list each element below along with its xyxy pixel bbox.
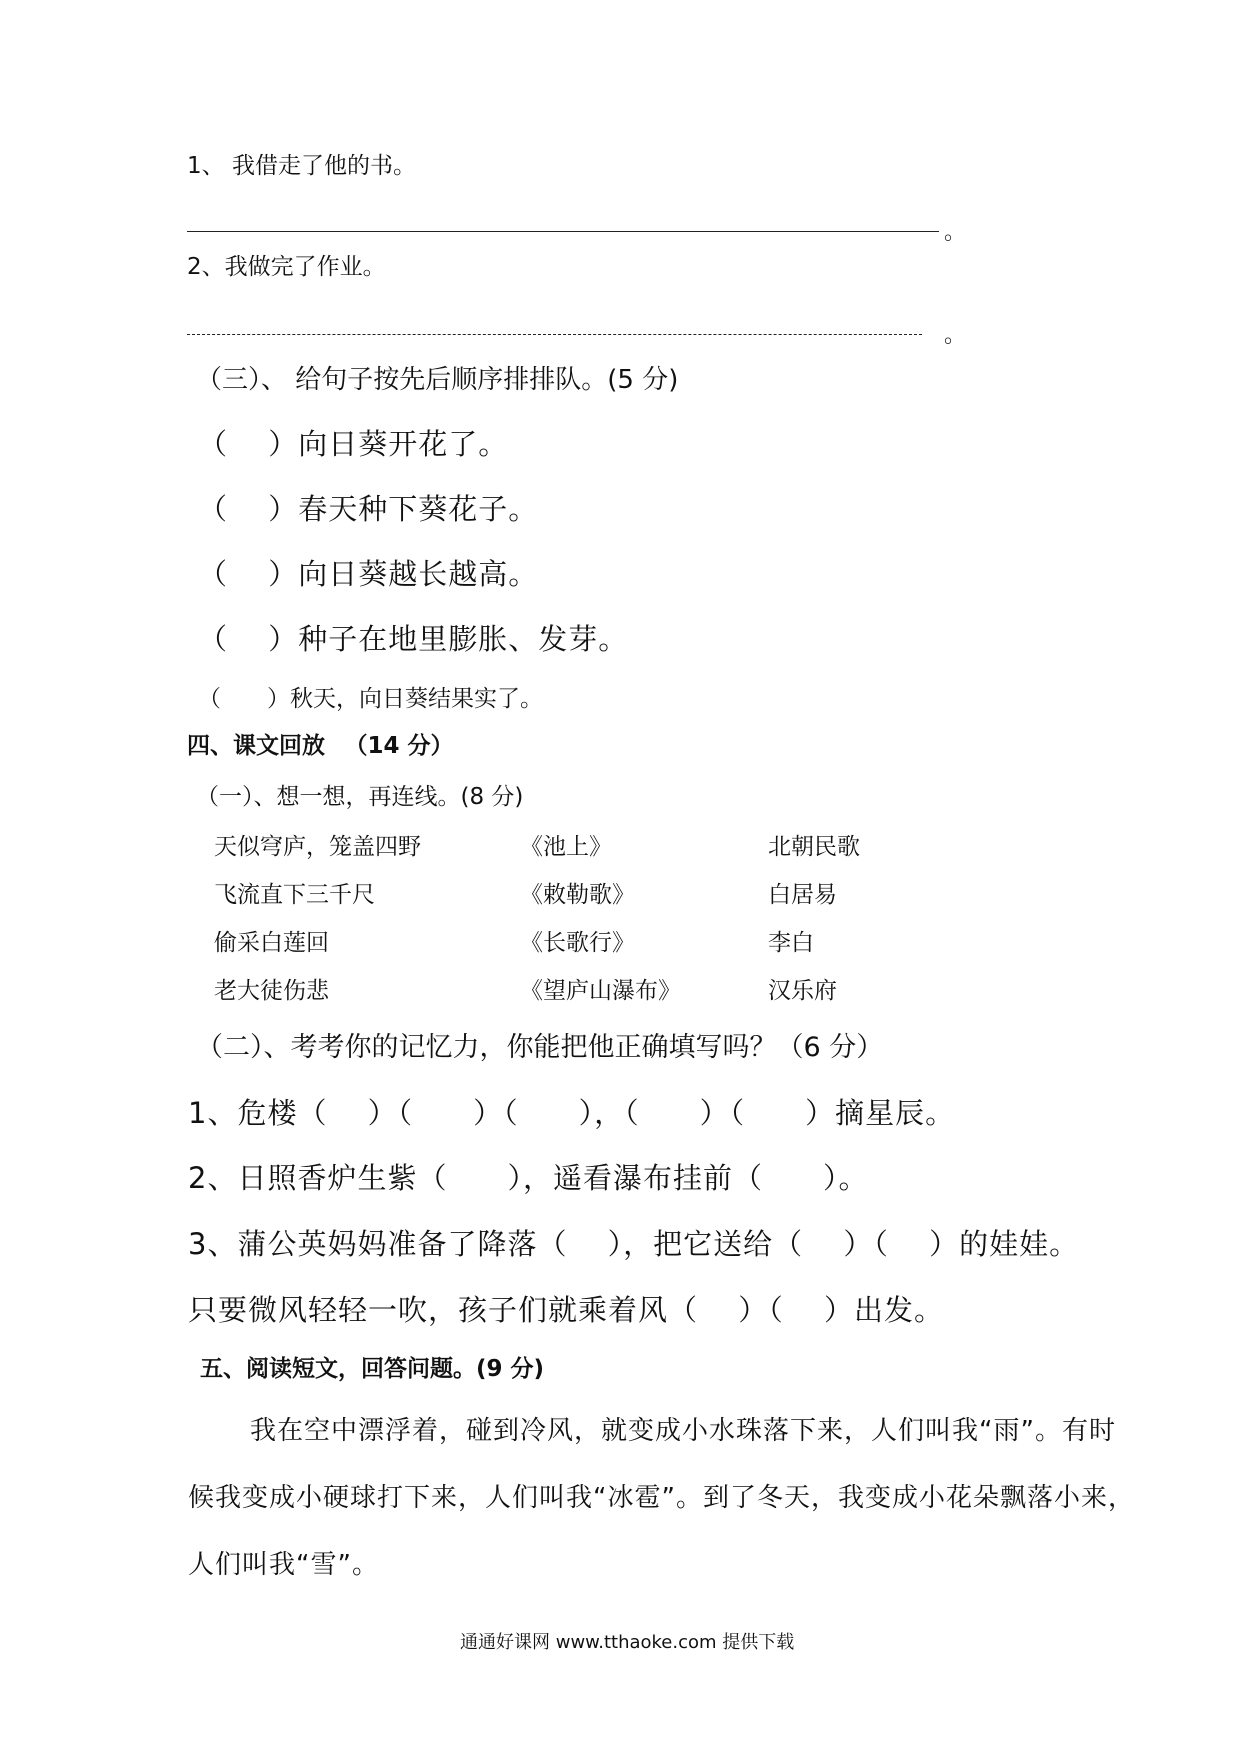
order-item-2: （ ）春天种下葵花子。 bbox=[198, 492, 539, 526]
match-author-4: 汉乐府 bbox=[768, 978, 837, 1004]
match-line-1: 天似穹庐，笼盖四野 bbox=[214, 834, 421, 860]
match-title-1: 《池上》 bbox=[520, 834, 612, 860]
question-1: 1、 我借走了他的书。 bbox=[187, 153, 416, 179]
answer-line-1[interactable] bbox=[187, 231, 939, 232]
match-author-1: 北朝民歌 bbox=[768, 834, 860, 860]
match-line-4: 老大徒伤悲 bbox=[214, 978, 329, 1004]
match-title-2: 《敕勒歌》 bbox=[520, 882, 635, 908]
fill-item-1: 1、危楼（ ）（ ）（ ），（ ）（ ）摘星辰。 bbox=[188, 1096, 956, 1130]
answer-line-2[interactable] bbox=[187, 334, 922, 335]
answer-line-1-period: 。 bbox=[944, 220, 967, 245]
fill-item-4: 只要微风轻轻一吹，孩子们就乘着风（ ）（ ）出发。 bbox=[188, 1293, 944, 1327]
footer-credit: 通通好课网 www.tthaoke.com 提供下载 bbox=[460, 1632, 795, 1653]
question-2: 2、我做完了作业。 bbox=[187, 254, 386, 280]
section-4-subtitle-2: （二）、考考你的记忆力，你能把他正确填写吗？（6 分） bbox=[196, 1032, 884, 1063]
order-item-3: （ ）向日葵越长越高。 bbox=[198, 557, 539, 591]
order-item-5: （ ）秋天，向日葵结果实了。 bbox=[198, 686, 543, 712]
match-title-3: 《长歌行》 bbox=[520, 930, 635, 956]
order-item-1: （ ）向日葵开花了。 bbox=[198, 427, 509, 461]
match-author-3: 李白 bbox=[768, 930, 814, 956]
match-author-2: 白居易 bbox=[768, 882, 837, 908]
passage-line-3: 人们叫我“雪”。 bbox=[188, 1550, 379, 1580]
passage-line-2: 候我变成小硬球打下来，人们叫我“冰雹”。到了冬天，我变成小花朵飘落小来， bbox=[188, 1483, 1135, 1513]
match-title-4: 《望庐山瀑布》 bbox=[520, 978, 681, 1004]
order-item-4: （ ）种子在地里膨胀、发芽。 bbox=[198, 622, 629, 656]
fill-item-3: 3、蒲公英妈妈准备了降落（ ），把它送给（ ）（ ）的娃娃。 bbox=[188, 1227, 1080, 1261]
fill-item-2: 2、日照香炉生紫（ ），遥看瀑布挂前（ ）。 bbox=[188, 1161, 869, 1195]
answer-line-2-period: 。 bbox=[944, 323, 967, 348]
match-line-2: 飞流直下三千尺 bbox=[214, 882, 375, 908]
section-5-title: 五、阅读短文，回答问题。(9 分) bbox=[200, 1356, 545, 1382]
passage-line-1: 我在空中漂浮着，碰到冷风，就变成小水珠落下来，人们叫我“雨”。有时 bbox=[250, 1416, 1116, 1446]
match-line-3: 偷采白莲回 bbox=[214, 930, 329, 956]
section-3-title: （三）、 给句子按先后顺序排排队。(5 分) bbox=[196, 365, 679, 395]
section-4-title: 四、课文回放 （14 分） bbox=[187, 733, 454, 759]
section-4-subtitle-1: （一）、想一想，再连线。(8 分) bbox=[196, 784, 524, 810]
